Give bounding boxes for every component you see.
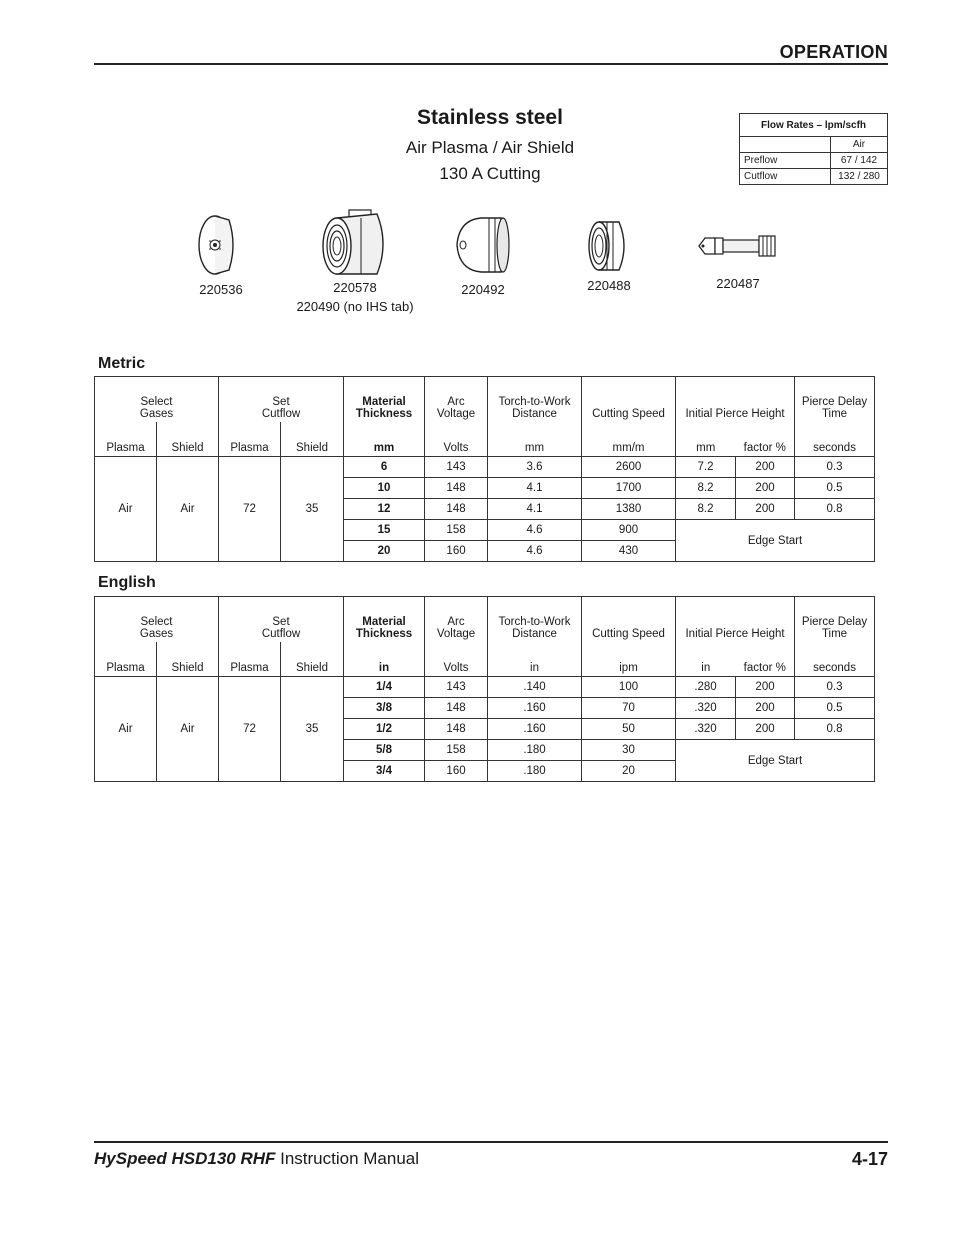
unit-cell: Volts [425,422,488,457]
thickness-cell: 10 [344,478,425,499]
gas-plasma: Air [95,677,157,782]
voltage-cell: 148 [425,719,488,740]
speed-cell: 50 [582,719,676,740]
distance-cell: 4.1 [488,499,582,520]
pierce-factor-cell: 200 [736,719,795,740]
unit-cell: Shield [281,422,344,457]
distance-cell: .180 [488,740,582,761]
edge-start-cell: Edge Start [676,520,875,562]
header-pierce-delay: Pierce Delay Time [795,597,875,642]
speed-cell: 900 [582,520,676,541]
pierce-delay-cell: 0.5 [795,478,875,499]
voltage-cell: 148 [425,499,488,520]
voltage-cell: 160 [425,761,488,782]
header-cutting-speed: Cutting Speed [582,377,676,422]
header-set-cutflow: Set Cutflow [219,377,344,422]
footer-divider [94,1141,888,1143]
edge-start-cell: Edge Start [676,740,875,782]
distance-cell: .160 [488,698,582,719]
product-brand: HySpeed HSD130 RHF [94,1149,276,1168]
voltage-cell: 143 [425,457,488,478]
unit-cell: mm/m [582,422,676,457]
speed-cell: 1700 [582,478,676,499]
electrode-part-icon [695,226,781,266]
unit-cell: seconds [795,422,875,457]
header-arc-voltage: Arc Voltage [425,597,488,642]
part-nozzle [442,212,524,297]
unit-cell: Plasma [95,422,157,457]
flow-value: 67 / 142 [831,153,888,169]
thickness-cell: 5/8 [344,740,425,761]
thickness-cell: 1/4 [344,677,425,698]
unit-cell: mm [676,422,736,457]
unit-cell: mm [488,422,582,457]
metric-section-label: Metric [98,355,146,372]
header-divider [94,63,888,65]
distance-cell: .140 [488,677,582,698]
nozzle-part-icon [451,212,515,278]
swirl-ring-part-icon [585,218,633,274]
table-row [95,457,875,478]
voltage-cell: 148 [425,698,488,719]
speed-cell: 30 [582,740,676,761]
pierce-factor-cell: 200 [736,478,795,499]
thickness-cell: 3/8 [344,698,425,719]
header-cutting-speed: Cutting Speed [582,597,676,642]
page-number: 4-17 [851,1149,888,1169]
cutflow-plasma: 72 [219,457,281,562]
flow-rates-title: Flow Rates – lpm/scfh [740,114,888,137]
pierce-delay-cell: 0.3 [795,457,875,478]
pierce-height-cell: .280 [676,677,736,698]
header-select-gases: Select Gases [95,597,219,642]
part-number: 220488 [587,278,631,293]
table-row [95,677,875,698]
speed-cell: 430 [582,541,676,562]
unit-cell: in [676,642,736,677]
pierce-factor-cell: 200 [736,457,795,478]
header-torch-to-work: Torch-to-Work Distance [488,377,582,422]
unit-cell: Shield [281,642,344,677]
unit-cell: factor % [736,642,795,677]
distance-cell: .160 [488,719,582,740]
retaining-cap-part-icon [315,208,395,280]
header-torch-to-work: Torch-to-Work Distance [488,597,582,642]
english-section-label: English [98,574,156,591]
speed-cell: 100 [582,677,676,698]
part-alt-note: 220490 (no IHS tab) [296,299,414,314]
pierce-factor-cell: 200 [736,499,795,520]
unit-cell: Shield [157,422,219,457]
distance-cell: 3.6 [488,457,582,478]
unit-cell: factor % [736,422,795,457]
footer-manual-title [94,1149,419,1169]
header-set-cutflow: Set Cutflow [219,597,344,642]
thickness-cell: 20 [344,541,425,562]
unit-cell: Shield [157,642,219,677]
flow-label: Preflow [740,153,831,169]
cutflow-shield: 35 [281,457,344,562]
section-title: OPERATION [779,42,888,62]
header-material-thickness: Material Thickness [344,597,425,642]
unit-cell: mm [344,422,425,457]
distance-cell: 4.1 [488,478,582,499]
gas-shield: Air [157,457,219,562]
unit-cell: Volts [425,642,488,677]
header-pierce-delay: Pierce Delay Time [795,377,875,422]
pierce-delay-cell: 0.5 [795,698,875,719]
pierce-delay-cell: 0.3 [795,677,875,698]
part-retaining-cap [285,208,425,314]
speed-cell: 2600 [582,457,676,478]
thickness-cell: 1/2 [344,719,425,740]
voltage-cell: 158 [425,740,488,761]
cutflow-plasma: 72 [219,677,281,782]
voltage-cell: 143 [425,677,488,698]
pierce-height-cell: 8.2 [676,499,736,520]
thickness-cell: 15 [344,520,425,541]
gas-shield: Air [157,677,219,782]
unit-cell: seconds [795,642,875,677]
pierce-height-cell: .320 [676,698,736,719]
part-number: 220487 [716,276,760,291]
pierce-height-cell: .320 [676,719,736,740]
voltage-cell: 160 [425,541,488,562]
thickness-cell: 12 [344,499,425,520]
current-subtitle: 130 A Cutting [439,164,541,183]
distance-cell: .180 [488,761,582,782]
unit-cell: Plasma [95,642,157,677]
unit-cell: in [488,642,582,677]
speed-cell: 70 [582,698,676,719]
part-number: 220536 [199,282,243,297]
cutflow-shield: 35 [281,677,344,782]
unit-cell: Plasma [219,642,281,677]
flow-rates-table [739,113,888,185]
metric-cut-chart-table [94,376,875,562]
gas-plasma: Air [95,457,157,562]
distance-cell: 4.6 [488,541,582,562]
pierce-height-cell: 7.2 [676,457,736,478]
part-swirl-ring [568,218,650,293]
header-select-gases: Select Gases [95,377,219,422]
pierce-delay-cell: 0.8 [795,719,875,740]
part-electrode [693,226,783,291]
part-number: 220492 [461,282,505,297]
part-number: 220578 [333,280,377,295]
voltage-cell: 158 [425,520,488,541]
pierce-delay-cell: 0.8 [795,499,875,520]
pierce-factor-cell: 200 [736,698,795,719]
header-initial-pierce-height: Initial Pierce Height [676,597,795,642]
english-cut-chart-table [94,596,875,782]
flow-label: Cutflow [740,169,831,185]
header-arc-voltage: Arc Voltage [425,377,488,422]
page-title: Stainless steel [417,106,563,129]
part-shield [180,212,262,297]
manual-label: Instruction Manual [275,1149,420,1168]
process-subtitle: Air Plasma / Air Shield [405,138,575,157]
speed-cell: 1380 [582,499,676,520]
distance-cell: 4.6 [488,520,582,541]
flow-value: 132 / 280 [831,169,888,185]
unit-cell: in [344,642,425,677]
unit-cell: ipm [582,642,676,677]
header-initial-pierce-height: Initial Pierce Height [676,377,795,422]
header-material-thickness: Material Thickness [344,377,425,422]
thickness-cell: 6 [344,457,425,478]
shield-part-icon [191,212,251,278]
flow-gas-header: Air [831,137,888,153]
unit-cell: Plasma [219,422,281,457]
pierce-factor-cell: 200 [736,677,795,698]
pierce-height-cell: 8.2 [676,478,736,499]
thickness-cell: 3/4 [344,761,425,782]
speed-cell: 20 [582,761,676,782]
voltage-cell: 148 [425,478,488,499]
